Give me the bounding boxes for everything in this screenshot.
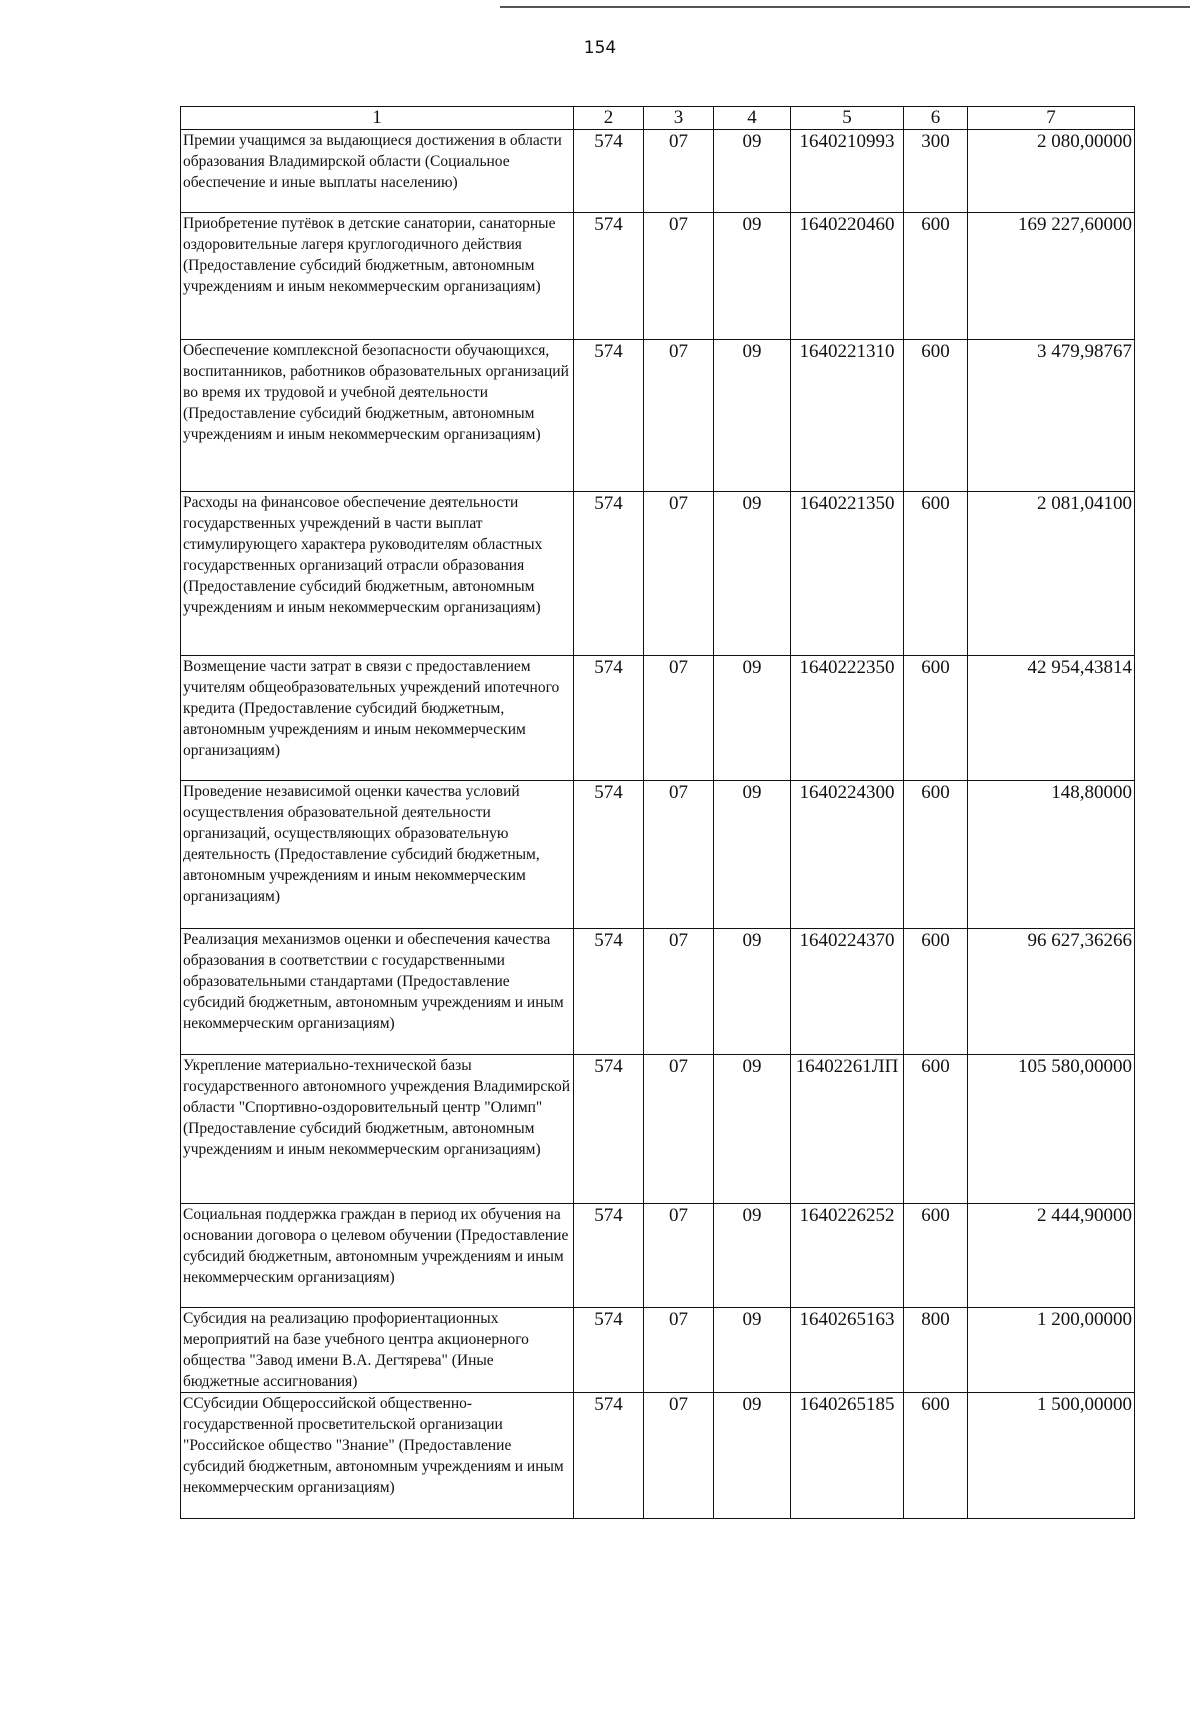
row-description: Проведение независимой оценки качества условий осуществления образовательной деятельности организаций, осуществляющих образовательную деятельность (Предоставление субсидий бюджетным, автономным учреждениям и иным некоммерческим организациям) bbox=[181, 781, 574, 929]
row-section-code: 07 bbox=[644, 130, 714, 213]
row-amount: 2 080,00000 bbox=[968, 130, 1135, 213]
budget-table bbox=[180, 106, 1135, 1519]
table-row bbox=[181, 781, 1135, 929]
row-ministry-code: 574 bbox=[574, 929, 644, 1055]
row-expense-type: 600 bbox=[904, 1393, 968, 1519]
row-subsection-code: 09 bbox=[714, 213, 791, 340]
row-subsection-code: 09 bbox=[714, 1055, 791, 1204]
table-row bbox=[181, 1308, 1135, 1393]
row-amount: 2 081,04100 bbox=[968, 492, 1135, 656]
row-target-article: 1640224300 bbox=[791, 781, 904, 929]
row-amount: 1 500,00000 bbox=[968, 1393, 1135, 1519]
header-col-2: 2 bbox=[574, 107, 644, 130]
row-section-code: 07 bbox=[644, 1204, 714, 1308]
row-expense-type: 600 bbox=[904, 1055, 968, 1204]
row-target-article: 1640224370 bbox=[791, 929, 904, 1055]
row-subsection-code: 09 bbox=[714, 929, 791, 1055]
row-expense-type: 300 bbox=[904, 130, 968, 213]
row-description: Премии учащимся за выдающиеся достижения в области образования Владимирской области (Социальное обеспечение и иные выплаты населению) bbox=[181, 130, 574, 213]
row-target-article: 1640226252 bbox=[791, 1204, 904, 1308]
row-description: Приобретение путёвок в детские санатории, санаторные оздоровительные лагеря круглогодичного действия (Предоставление субсидий бюджетным, автономным учреждениям и иным некоммерческим организациям) bbox=[181, 213, 574, 340]
row-target-article: 1640210993 bbox=[791, 130, 904, 213]
table-row bbox=[181, 1055, 1135, 1204]
row-section-code: 07 bbox=[644, 1308, 714, 1393]
row-ministry-code: 574 bbox=[574, 1393, 644, 1519]
table-row bbox=[181, 1393, 1135, 1519]
row-ministry-code: 574 bbox=[574, 1055, 644, 1204]
row-description: Субсидия на реализацию профориентационных мероприятий на базе учебного центра акционерного общества "Завод имени В.А. Дегтярева" (Иные бюджетные ассигнования) bbox=[181, 1308, 574, 1393]
row-description: ССубсидии Общероссийской общественно-государственной просветительской организации "Российское общество "Знание" (Предоставление субсидий бюджетным, автономным учреждениям и иным некоммерческим организациям) bbox=[181, 1393, 574, 1519]
row-description: Социальная поддержка граждан в период их обучения на основании договора о целевом обучении (Предоставление субсидий бюджетным, автономным учреждениям и иным некоммерческим организациям) bbox=[181, 1204, 574, 1308]
row-target-article: 1640220460 bbox=[791, 213, 904, 340]
row-ministry-code: 574 bbox=[574, 656, 644, 781]
row-target-article: 1640222350 bbox=[791, 656, 904, 781]
table-row bbox=[181, 1204, 1135, 1308]
row-section-code: 07 bbox=[644, 1393, 714, 1519]
row-amount: 148,80000 bbox=[968, 781, 1135, 929]
row-subsection-code: 09 bbox=[714, 492, 791, 656]
top-rule bbox=[500, 6, 1190, 8]
row-ministry-code: 574 bbox=[574, 492, 644, 656]
row-expense-type: 600 bbox=[904, 492, 968, 656]
row-section-code: 07 bbox=[644, 213, 714, 340]
row-expense-type: 600 bbox=[904, 656, 968, 781]
row-section-code: 07 bbox=[644, 492, 714, 656]
table-row bbox=[181, 130, 1135, 213]
row-amount: 96 627,36266 bbox=[968, 929, 1135, 1055]
header-col-6: 6 bbox=[904, 107, 968, 130]
header-col-1: 1 bbox=[181, 107, 574, 130]
row-subsection-code: 09 bbox=[714, 130, 791, 213]
row-description: Расходы на финансовое обеспечение деятельности государственных учреждений в части выплат стимулирующего характера руководителям областных государственных организаций отрасли образования (Предоставление субсидий бюджетным, автономным учреждениям и иным некоммерческим организациям) bbox=[181, 492, 574, 656]
row-target-article: 1640221350 bbox=[791, 492, 904, 656]
row-expense-type: 600 bbox=[904, 781, 968, 929]
table-row bbox=[181, 213, 1135, 340]
row-subsection-code: 09 bbox=[714, 1393, 791, 1519]
row-section-code: 07 bbox=[644, 929, 714, 1055]
row-amount: 1 200,00000 bbox=[968, 1308, 1135, 1393]
row-subsection-code: 09 bbox=[714, 781, 791, 929]
row-description: Укрепление материально-технической базы государственного автономного учреждения Владимирской области "Спортивно-оздоровительный центр "Олимп" (Предоставление субсидий бюджетным, автономным учреждениям и иным некоммерческим организациям) bbox=[181, 1055, 574, 1204]
row-expense-type: 800 bbox=[904, 1308, 968, 1393]
row-section-code: 07 bbox=[644, 340, 714, 492]
table-row bbox=[181, 656, 1135, 781]
row-ministry-code: 574 bbox=[574, 1308, 644, 1393]
row-section-code: 07 bbox=[644, 656, 714, 781]
row-amount: 42 954,43814 bbox=[968, 656, 1135, 781]
row-target-article: 1640221310 bbox=[791, 340, 904, 492]
header-row bbox=[181, 107, 1135, 130]
row-section-code: 07 bbox=[644, 1055, 714, 1204]
page-number: 154 bbox=[583, 38, 617, 58]
header-col-3: 3 bbox=[644, 107, 714, 130]
table-row bbox=[181, 340, 1135, 492]
row-expense-type: 600 bbox=[904, 929, 968, 1055]
row-ministry-code: 574 bbox=[574, 213, 644, 340]
row-section-code: 07 bbox=[644, 781, 714, 929]
header-col-7: 7 bbox=[968, 107, 1135, 130]
row-ministry-code: 574 bbox=[574, 340, 644, 492]
row-description: Возмещение части затрат в связи с предоставлением учителям общеобразовательных учреждений ипотечного кредита (Предоставление субсидий бюджетным, автономным учреждениям и иным некоммерческим организациям) bbox=[181, 656, 574, 781]
row-description: Обеспечение комплексной безопасности обучающихся, воспитанников, работников образовательных организаций во время их трудовой и учебной деятельности (Предоставление субсидий бюджетным, автономным учреждениям и иным некоммерческим организациям) bbox=[181, 340, 574, 492]
row-ministry-code: 574 bbox=[574, 781, 644, 929]
row-amount: 169 227,60000 bbox=[968, 213, 1135, 340]
row-expense-type: 600 bbox=[904, 1204, 968, 1308]
table-row bbox=[181, 492, 1135, 656]
header-col-5: 5 bbox=[791, 107, 904, 130]
row-target-article: 1640265163 bbox=[791, 1308, 904, 1393]
row-amount: 2 444,90000 bbox=[968, 1204, 1135, 1308]
row-amount: 3 479,98767 bbox=[968, 340, 1135, 492]
row-ministry-code: 574 bbox=[574, 1204, 644, 1308]
row-target-article: 1640265185 bbox=[791, 1393, 904, 1519]
row-target-article: 16402261ЛП bbox=[791, 1055, 904, 1204]
row-subsection-code: 09 bbox=[714, 1308, 791, 1393]
row-expense-type: 600 bbox=[904, 213, 968, 340]
header-col-4: 4 bbox=[714, 107, 791, 130]
row-expense-type: 600 bbox=[904, 340, 968, 492]
row-subsection-code: 09 bbox=[714, 1204, 791, 1308]
row-ministry-code: 574 bbox=[574, 130, 644, 213]
row-subsection-code: 09 bbox=[714, 340, 791, 492]
row-description: Реализация механизмов оценки и обеспечения качества образования в соответствии с государственными образовательными стандартами (Предоставление субсидий бюджетным, автономным учреждениям и иным некоммерческим организациям) bbox=[181, 929, 574, 1055]
row-subsection-code: 09 bbox=[714, 656, 791, 781]
table-row bbox=[181, 929, 1135, 1055]
row-amount: 105 580,00000 bbox=[968, 1055, 1135, 1204]
